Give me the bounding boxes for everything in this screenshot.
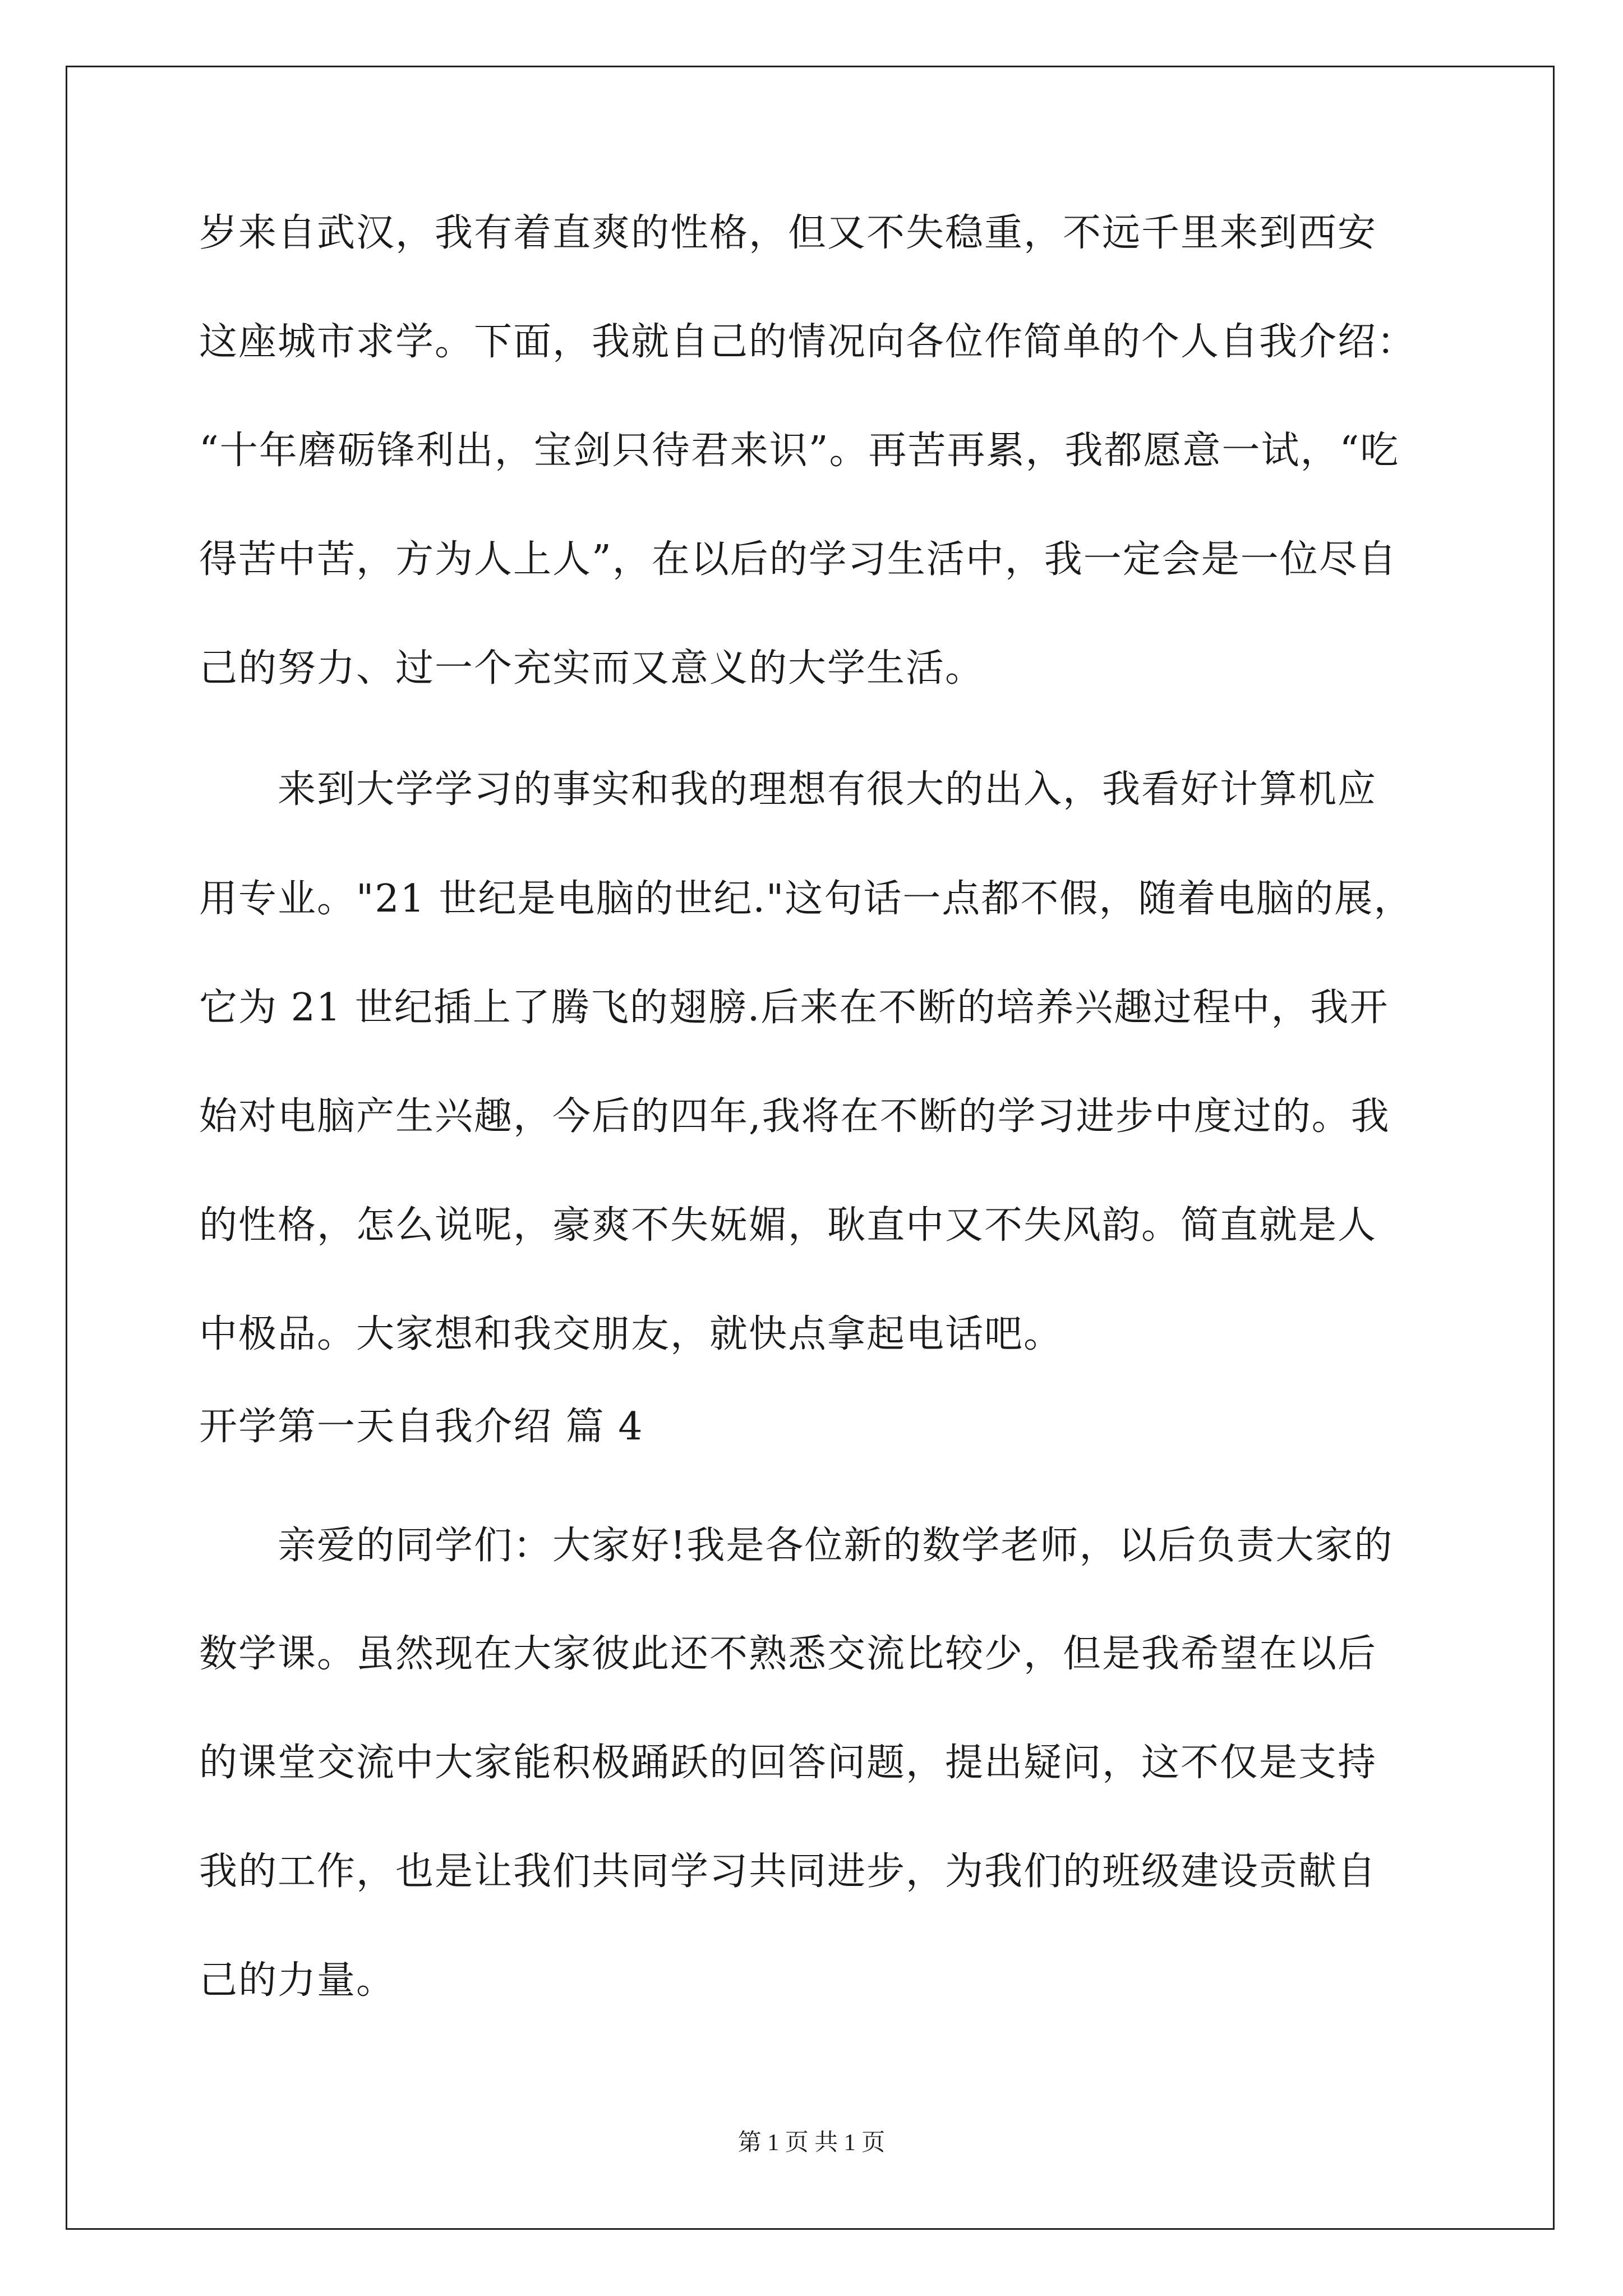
paragraph-line: 己的努力、过一个充实而又意义的大学生活。 — [199, 646, 985, 691]
paragraph-line: 己的力量。 — [199, 1958, 396, 2003]
paragraph-line: 用专业。"21 世纪是电脑的世纪."这句话一点都不假，随着电脑的展， — [199, 877, 1413, 921]
paragraph-line: 数学课。虽然现在大家彼此还不熟悉交流比较少，但是我希望在以后 — [199, 1632, 1377, 1676]
paragraph-line: “十年磨砺锋利出，宝剑只待君来识”。再苦再累，我都愿意一试，“吃 — [199, 429, 1400, 473]
paragraph-line: 这座城市求学。下面，我就自己的情况向各位作简单的个人自我介绍： — [199, 320, 1417, 364]
paragraph-line: 来到大学学习的事实和我的理想有很大的出入，我看好计算机应 — [278, 767, 1377, 812]
paragraph-line: 中极品。大家想和我交朋友，就快点拿起电话吧。 — [199, 1312, 1063, 1356]
paragraph-line: 亲爱的同学们：大家好!我是各位新的数学老师，以后负责大家的 — [278, 1524, 1394, 1568]
paragraph-line: 的性格，怎么说呢，豪爽不失妩媚，耿直中又不失风韵。简直就是人 — [199, 1203, 1377, 1248]
page-border — [66, 66, 1555, 2230]
paragraph-line: 得苦中苦，方为人上人”，在以后的学习生活中，我一定会是一位尽自 — [199, 537, 1398, 582]
paragraph-line: 的课堂交流中大家能积极踊跃的回答问题，提出疑问，这不仅是支持 — [199, 1741, 1377, 1785]
paragraph-line: 它为 21 世纪插上了腾飞的翅膀.后来在不断的培养兴趣过程中，我开 — [199, 986, 1389, 1030]
paragraph-line: 始对电脑产生兴趣，今后的四年,我将在不断的学习进步中度过的。我 — [199, 1094, 1390, 1139]
paragraph-line: 我的工作，也是让我们共同学习共同进步，为我们的班级建设贡献自 — [199, 1849, 1377, 1894]
page-footer: 第 1 页 共 1 页 — [737, 2130, 886, 2156]
paragraph-line: 岁来自武汉，我有着直爽的性格，但又不失稳重，不远千里来到西安 — [199, 211, 1377, 255]
section-heading: 开学第一天自我介绍 篇 4 — [199, 1405, 644, 1449]
